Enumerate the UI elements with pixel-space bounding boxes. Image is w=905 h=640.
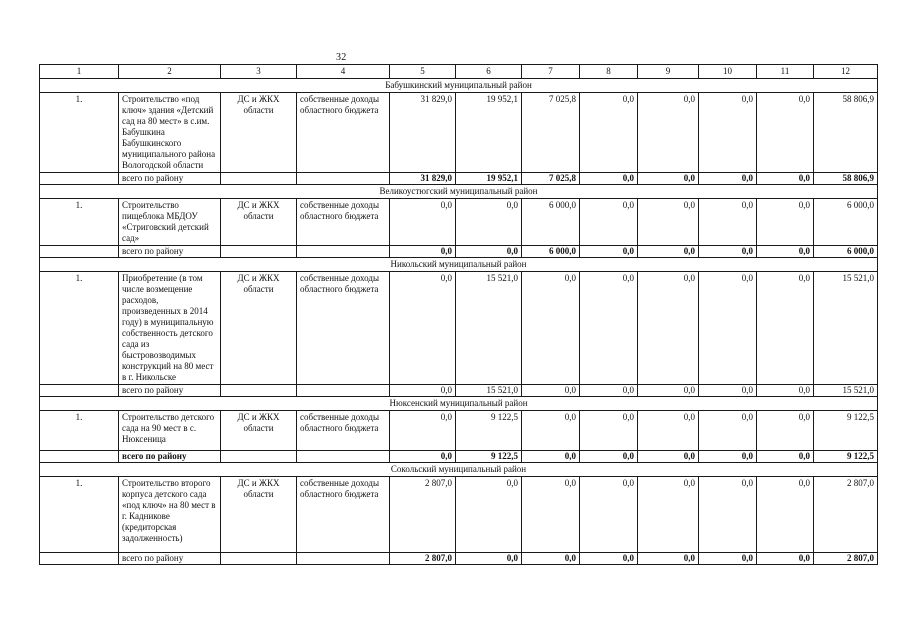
total-value-cell: 0,0	[390, 385, 456, 397]
value-cell: 19 952,1	[456, 93, 522, 173]
section-title: Великоустюгский муниципальный район	[40, 185, 878, 199]
section-title-row	[40, 258, 878, 272]
total-value-cell: 0,0	[522, 451, 580, 463]
table-row	[40, 411, 878, 451]
funding-source: собственные доходы областного бюджета	[297, 93, 390, 173]
total-value-cell: 2 807,0	[390, 553, 456, 565]
column-header: 9	[638, 65, 699, 79]
section-title-row	[40, 79, 878, 93]
value-cell: 0,0	[580, 411, 638, 451]
value-cell: 0,0	[699, 272, 757, 385]
total-value-cell: 0,0	[699, 451, 757, 463]
section-title-row	[40, 185, 878, 199]
empty-cell	[221, 173, 297, 185]
empty-cell	[221, 246, 297, 258]
section-title: Бабушкинский муниципальный район	[40, 79, 878, 93]
column-header: 6	[456, 65, 522, 79]
total-value-cell: 6 000,0	[814, 246, 878, 258]
total-value-cell: 0,0	[638, 553, 699, 565]
value-cell: 0,0	[638, 199, 699, 246]
column-header: 11	[757, 65, 814, 79]
value-cell: 9 122,5	[456, 411, 522, 451]
value-cell: 0,0	[757, 93, 814, 173]
table-row	[40, 93, 878, 173]
total-value-cell: 0,0	[522, 385, 580, 397]
value-cell: 0,0	[522, 411, 580, 451]
budget-table	[39, 64, 878, 565]
value-cell: 0,0	[699, 411, 757, 451]
total-value-cell: 0,0	[757, 451, 814, 463]
section-title: Никольский муниципальный район	[40, 258, 878, 272]
row-number: 1.	[40, 477, 119, 553]
empty-cell	[297, 246, 390, 258]
empty-cell	[40, 173, 119, 185]
responsible-executor: ДС и ЖКХ области	[221, 272, 297, 385]
value-cell: 0,0	[580, 199, 638, 246]
value-cell: 0,0	[757, 199, 814, 246]
value-cell: 0,0	[522, 272, 580, 385]
total-value-cell: 0,0	[522, 553, 580, 565]
column-header: 3	[221, 65, 297, 79]
funding-source: собственные доходы областного бюджета	[297, 199, 390, 246]
column-header: 7	[522, 65, 580, 79]
total-value-cell: 31 829,0	[390, 173, 456, 185]
total-value-cell: 0,0	[390, 246, 456, 258]
row-number: 1.	[40, 411, 119, 451]
district-total-row	[40, 246, 878, 258]
empty-cell	[40, 385, 119, 397]
object-name: Строительство «под ключ» здания «Детский сад на 80 мест» в с.им. Бабушкина Бабушкинского муниципального района Вологодской области	[119, 93, 221, 173]
total-value-cell: 9 122,5	[456, 451, 522, 463]
empty-cell	[297, 173, 390, 185]
section-title: Сокольский муниципальный район	[40, 463, 878, 477]
page-number: 32	[336, 52, 347, 63]
value-cell: 9 122,5	[814, 411, 878, 451]
column-header: 2	[119, 65, 221, 79]
column-header: 5	[390, 65, 456, 79]
empty-cell	[297, 553, 390, 565]
total-value-cell: 0,0	[456, 246, 522, 258]
value-cell: 0,0	[522, 477, 580, 553]
total-value-cell: 0,0	[580, 173, 638, 185]
value-cell: 0,0	[580, 272, 638, 385]
value-cell: 0,0	[757, 411, 814, 451]
total-value-cell: 0,0	[757, 246, 814, 258]
value-cell: 0,0	[390, 272, 456, 385]
column-header-row	[40, 65, 878, 79]
total-value-cell: 0,0	[456, 553, 522, 565]
total-value-cell: 0,0	[580, 451, 638, 463]
district-total-row	[40, 385, 878, 397]
total-value-cell: 0,0	[638, 173, 699, 185]
value-cell: 58 806,9	[814, 93, 878, 173]
section-title: Нюксенский муниципальный район	[40, 397, 878, 411]
value-cell: 6 000,0	[814, 199, 878, 246]
value-cell: 0,0	[699, 477, 757, 553]
total-value-cell: 0,0	[699, 173, 757, 185]
total-value-cell: 0,0	[580, 246, 638, 258]
total-value-cell: 19 952,1	[456, 173, 522, 185]
table-row	[40, 477, 878, 553]
district-total-row	[40, 451, 878, 463]
total-value-cell: 15 521,0	[814, 385, 878, 397]
table-row	[40, 199, 878, 246]
value-cell: 0,0	[638, 477, 699, 553]
total-label: всего по району	[119, 173, 221, 185]
row-number: 1.	[40, 199, 119, 246]
district-total-row	[40, 173, 878, 185]
empty-cell	[297, 385, 390, 397]
value-cell: 0,0	[699, 199, 757, 246]
total-value-cell: 0,0	[580, 385, 638, 397]
total-value-cell: 0,0	[638, 246, 699, 258]
object-name: Строительство второго корпуса детского сада «под ключ» на 80 мест в г. Кадникове (кредиторская задолженность)	[119, 477, 221, 553]
empty-cell	[40, 246, 119, 258]
value-cell: 0,0	[757, 477, 814, 553]
value-cell: 2 807,0	[814, 477, 878, 553]
total-value-cell: 0,0	[638, 385, 699, 397]
total-value-cell: 58 806,9	[814, 173, 878, 185]
object-name: Строительство детского сада на 90 мест в с. Нюксеница	[119, 411, 221, 451]
responsible-executor: ДС и ЖКХ области	[221, 93, 297, 173]
value-cell: 6 000,0	[522, 199, 580, 246]
total-value-cell: 0,0	[699, 385, 757, 397]
total-value-cell: 0,0	[638, 451, 699, 463]
total-value-cell: 0,0	[757, 553, 814, 565]
row-number: 1.	[40, 93, 119, 173]
object-name: Строительство пищеблока МБДОУ «Стриговский детский сад»	[119, 199, 221, 246]
value-cell: 0,0	[757, 272, 814, 385]
empty-cell	[40, 553, 119, 565]
responsible-executor: ДС и ЖКХ области	[221, 199, 297, 246]
column-header: 1	[40, 65, 119, 79]
value-cell: 0,0	[638, 93, 699, 173]
empty-cell	[221, 553, 297, 565]
value-cell: 0,0	[456, 199, 522, 246]
empty-cell	[40, 451, 119, 463]
empty-cell	[221, 385, 297, 397]
column-header: 4	[297, 65, 390, 79]
section-title-row	[40, 397, 878, 411]
funding-source: собственные доходы областного бюджета	[297, 477, 390, 553]
row-number: 1.	[40, 272, 119, 385]
section-title-row	[40, 463, 878, 477]
empty-cell	[221, 451, 297, 463]
total-value-cell: 7 025,8	[522, 173, 580, 185]
total-value-cell: 15 521,0	[456, 385, 522, 397]
total-value-cell: 0,0	[390, 451, 456, 463]
total-value-cell: 0,0	[580, 553, 638, 565]
value-cell: 7 025,8	[522, 93, 580, 173]
total-value-cell: 9 122,5	[814, 451, 878, 463]
total-value-cell: 2 807,0	[814, 553, 878, 565]
total-value-cell: 0,0	[699, 246, 757, 258]
total-value-cell: 0,0	[757, 173, 814, 185]
value-cell: 0,0	[456, 477, 522, 553]
column-header: 10	[699, 65, 757, 79]
empty-cell	[297, 451, 390, 463]
value-cell: 0,0	[699, 93, 757, 173]
value-cell: 0,0	[638, 272, 699, 385]
value-cell: 0,0	[390, 411, 456, 451]
funding-source: собственные доходы областного бюджета	[297, 411, 390, 451]
column-header: 12	[814, 65, 878, 79]
total-label: всего по району	[119, 385, 221, 397]
column-header: 8	[580, 65, 638, 79]
total-value-cell: 6 000,0	[522, 246, 580, 258]
total-label: всего по району	[119, 553, 221, 565]
value-cell: 0,0	[390, 199, 456, 246]
total-value-cell: 0,0	[699, 553, 757, 565]
value-cell: 0,0	[580, 477, 638, 553]
total-label: всего по району	[119, 451, 221, 463]
total-label: всего по району	[119, 246, 221, 258]
table-row	[40, 272, 878, 385]
total-value-cell: 0,0	[757, 385, 814, 397]
responsible-executor: ДС и ЖКХ области	[221, 411, 297, 451]
value-cell: 15 521,0	[814, 272, 878, 385]
value-cell: 0,0	[638, 411, 699, 451]
value-cell: 31 829,0	[390, 93, 456, 173]
district-total-row	[40, 553, 878, 565]
funding-source: собственные доходы областного бюджета	[297, 272, 390, 385]
value-cell: 2 807,0	[390, 477, 456, 553]
value-cell: 0,0	[580, 93, 638, 173]
object-name: Приобретение (в том числе возмещение расходов, произведенных в 2014 году) в муниципальную собственность детского сада из быстровозводимых конструкций на 80 мест в г. Никольске	[119, 272, 221, 385]
responsible-executor: ДС и ЖКХ области	[221, 477, 297, 553]
value-cell: 15 521,0	[456, 272, 522, 385]
